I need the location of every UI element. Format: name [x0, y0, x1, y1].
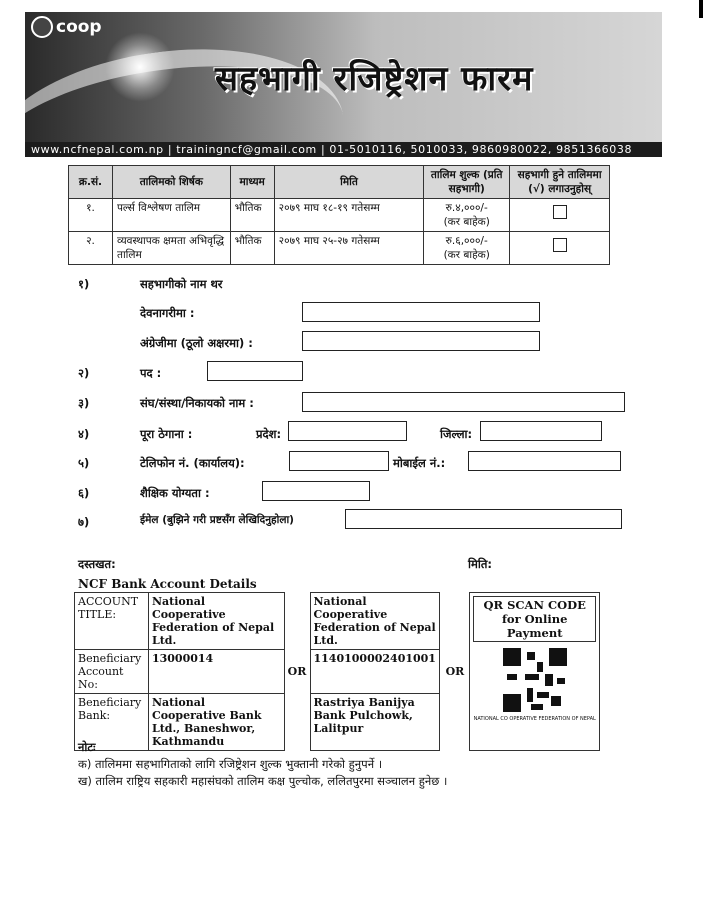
or-separator-2: OR	[440, 593, 470, 751]
address-label: पूरा ठेगाना :	[140, 427, 193, 441]
fee-note: (कर बाहेक)	[443, 249, 490, 261]
field-number: ६)	[78, 486, 90, 500]
bank-label: Beneficiary Bank:	[75, 694, 149, 751]
fee-amount: रु.६,०००/-	[445, 235, 488, 247]
row-medium: भौतिक	[230, 199, 274, 232]
ncf-seal-icon	[31, 16, 53, 38]
name-english-field[interactable]	[302, 331, 540, 351]
signature-label: दस्तखत:	[78, 557, 116, 571]
col-select: सहभागी हुने तालिममा (√) लगाउनुहोस्	[510, 166, 610, 199]
select-checkbox[interactable]	[553, 205, 567, 219]
education-label: शैक्षिक योग्यता :	[140, 486, 210, 500]
education-field[interactable]	[262, 481, 370, 501]
account-no-label: Beneficiary Account No:	[75, 650, 149, 694]
row-medium: भौतिक	[230, 232, 274, 265]
district-field[interactable]	[480, 421, 602, 441]
or-separator-1: OR	[284, 593, 310, 751]
table-row	[69, 199, 610, 232]
devanagari-label: देवनागरीमा :	[140, 306, 195, 320]
bank-col1: National Cooperative Bank Ltd., Baneshwor, Kathmandu	[148, 694, 284, 751]
row-date: २०७९ माघ १८-१९ गतेसम्म	[274, 199, 424, 232]
mobile-label: मोबाईल नं.:	[393, 456, 446, 470]
bank-section-title: NCF Bank Account Details	[78, 577, 257, 591]
table-row	[69, 232, 610, 265]
qr-heading: QR SCAN CODE for Online Payment	[473, 596, 596, 642]
row-select-cell	[510, 232, 610, 265]
note-item: क) तालिममा सहभागिताको लागि रजिष्ट्रेशन शुल्क भुक्तानी गरेको हुनुपर्ने ।	[78, 757, 383, 771]
post-field[interactable]	[207, 361, 303, 381]
contact-text: www.ncfnepal.com.np | trainingncf@gmail.com | 01-5010116, 5010033, 9860980022, 9851366038	[31, 143, 633, 156]
row-title: पर्ल्स विश्लेषण तालिम	[112, 199, 230, 232]
header-banner	[25, 12, 662, 142]
fee-note: (कर बाहेक)	[443, 216, 490, 228]
row-select-cell	[510, 199, 610, 232]
name-devanagari-field[interactable]	[302, 302, 540, 322]
contact-bar	[25, 142, 662, 157]
logo-text: coop	[56, 17, 102, 37]
row-fee	[424, 199, 510, 232]
province-label: प्रदेश:	[256, 427, 282, 441]
col-fee: तालिम शुल्क (प्रति सहभागी)	[424, 166, 510, 199]
row-sn: १.	[69, 199, 113, 232]
bank-col2: Rastriya Banijya Bank Pulchowk, Lalitpur	[310, 694, 440, 751]
email-label: ईमेल (बुझिने गरी प्रष्टसँग लेखिदिनुहोला)	[140, 514, 294, 526]
qr-code-icon[interactable]	[503, 648, 567, 712]
form-title: सहभागी रजिष्ट्रेशन फारम	[215, 59, 534, 99]
col-date: मिति	[274, 166, 424, 199]
office-phone-field[interactable]	[289, 451, 389, 471]
row-title: व्यवस्थापक क्षमता अभिवृद्धि तालिम	[112, 232, 230, 265]
district-label: जिल्ला:	[440, 427, 473, 441]
col-medium: माध्यम	[230, 166, 274, 199]
email-field[interactable]	[345, 509, 622, 529]
org-name-field[interactable]	[302, 392, 625, 412]
field-number: १)	[78, 277, 90, 291]
phone-label: टेलिफोन नं. (कार्यालय):	[140, 456, 245, 470]
row-fee	[424, 232, 510, 265]
coop-logo	[31, 16, 102, 38]
banner-bulb-glow	[105, 32, 175, 102]
col-title: तालिमको शिर्षक	[112, 166, 230, 199]
org-label: संघ/संस्था/निकायको नाम :	[140, 396, 254, 410]
account-title-label: ACCOUNT TITLE:	[75, 593, 149, 650]
qr-cell	[470, 593, 600, 751]
qr-caption: NATIONAL CO OPERATIVE FEDERATION OF NEPAL	[473, 716, 596, 722]
field-number: ५)	[78, 456, 90, 470]
select-checkbox[interactable]	[553, 238, 567, 252]
fee-amount: रु.४,०००/-	[445, 202, 488, 214]
account-title-col1: National Cooperative Federation of Nepal Ltd.	[148, 593, 284, 650]
training-table	[68, 165, 610, 265]
page-edge-mark	[699, 0, 703, 18]
account-no-col2: 1140100002401001	[310, 650, 440, 694]
account-no-col1: 13000014	[148, 650, 284, 694]
name-label: सहभागीको नाम थर	[140, 277, 223, 291]
field-number: ३)	[78, 396, 90, 410]
row-sn: २.	[69, 232, 113, 265]
field-number: २)	[78, 366, 90, 380]
notes-heading: नोटः	[78, 740, 96, 754]
note-item: ख) तालिम राष्ट्रिय सहकारी महासंघको तालिम कक्ष पुल्चोक, ललितपुरमा सञ्चालन हुनेछ ।	[78, 774, 448, 788]
mobile-field[interactable]	[468, 451, 621, 471]
field-number: ७)	[78, 515, 90, 529]
account-title-col2: National Cooperative Federation of Nepal Ltd.	[310, 593, 440, 650]
col-sn: क्र.सं.	[69, 166, 113, 199]
row-date: २०७९ माघ २५-२७ गतेसम्म	[274, 232, 424, 265]
field-number: ४)	[78, 427, 90, 441]
province-field[interactable]	[288, 421, 407, 441]
bank-details-table	[74, 592, 600, 751]
table-row	[75, 593, 600, 650]
date-label: मिति:	[468, 557, 492, 571]
post-label: पद :	[140, 366, 162, 380]
training-table-header	[69, 166, 610, 199]
english-label: अंग्रेजीमा (ठूलो अक्षरमा) :	[140, 336, 253, 350]
